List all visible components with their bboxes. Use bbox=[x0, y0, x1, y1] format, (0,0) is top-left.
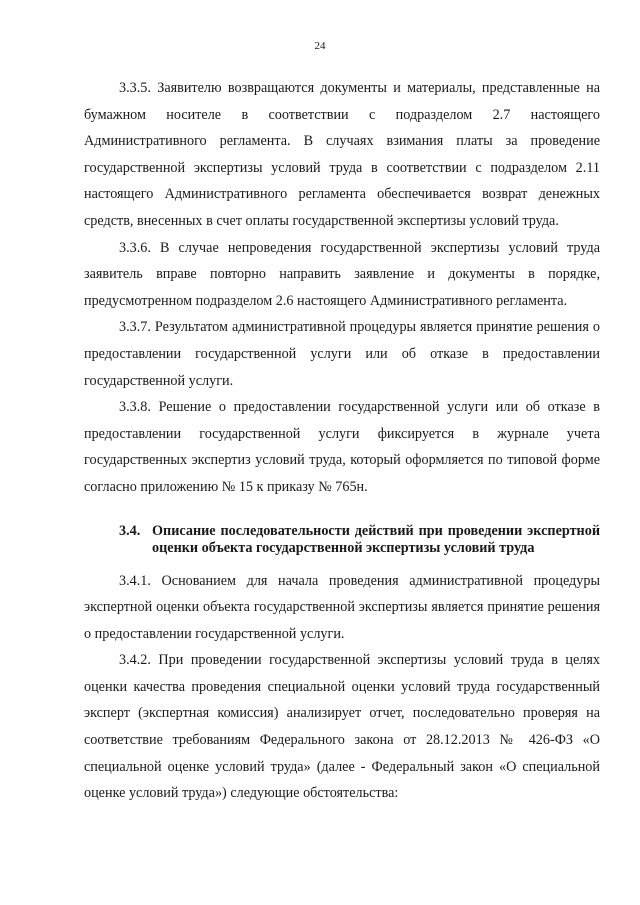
paragraph-3-3-6: 3.3.6. В случае непроведения государственной экспертизы условий труда заявитель вправе повторно направить заявление и документы в порядке, предусмотренном подразделом 2.6 настоящего Административного регламента. bbox=[84, 239, 600, 309]
paragraph-3-4-1: 3.4.1. Основанием для начала проведения административной процедуры экспертной оценки объекта государственной экспертизы является принятие решения о предоставлении государственной услуги. bbox=[84, 572, 600, 642]
paragraph-3-3-5: 3.3.5. Заявителю возвращаются документы и материалы, представленные на бумажном носителе в соответствии с подразделом 2.7 настоящего Административного регламента. В случаях взимания платы за проведение государственной экспертизы условий труда в соответствии с подразделом 2.11 настоящего Административного регламента обеспечивается возврат денежных средств, внесенных в счет оплаты государственной экспертизы условий труда. bbox=[84, 80, 600, 229]
paragraph-3-4-2: 3.4.2. При проведении государственной экспертизы условий труда в целях оценки качества проведения специальной оценки условий труда государственный эксперт (экспертная комиссия) анализирует отчет, последовательно проверяя на соответствие требованиям Федерального закона от 28.12.2013 № 426-ФЗ «О специальной оценке условий труда» (далее - Федеральный закон «О специальной оценке условий труда») следующие обстоятельства: bbox=[84, 652, 600, 802]
section-number: 3.4. bbox=[119, 522, 141, 539]
section-title: Описание последовательности действий при проведении экспертной оценки объекта государственной экспертизы условий труда bbox=[152, 522, 600, 556]
page-number: 24 bbox=[314, 40, 326, 52]
paragraph-3-3-8: 3.3.8. Решение о предоставлении государственной услуги или об отказе в предоставлении государственной услуги фиксируется в журнале учета государственных экспертиз условий труда, который оформляется по типовой форме согласно приложению № 15 к приказу № 765н. bbox=[84, 399, 600, 495]
section-heading-3-4 bbox=[84, 521, 600, 558]
document-body bbox=[84, 75, 600, 807]
paragraph-3-3-7: 3.3.7. Результатом административной процедуры является принятие решения о предоставлении государственной услуги или об отказе в предоставлении государственной услуги. bbox=[84, 319, 600, 389]
